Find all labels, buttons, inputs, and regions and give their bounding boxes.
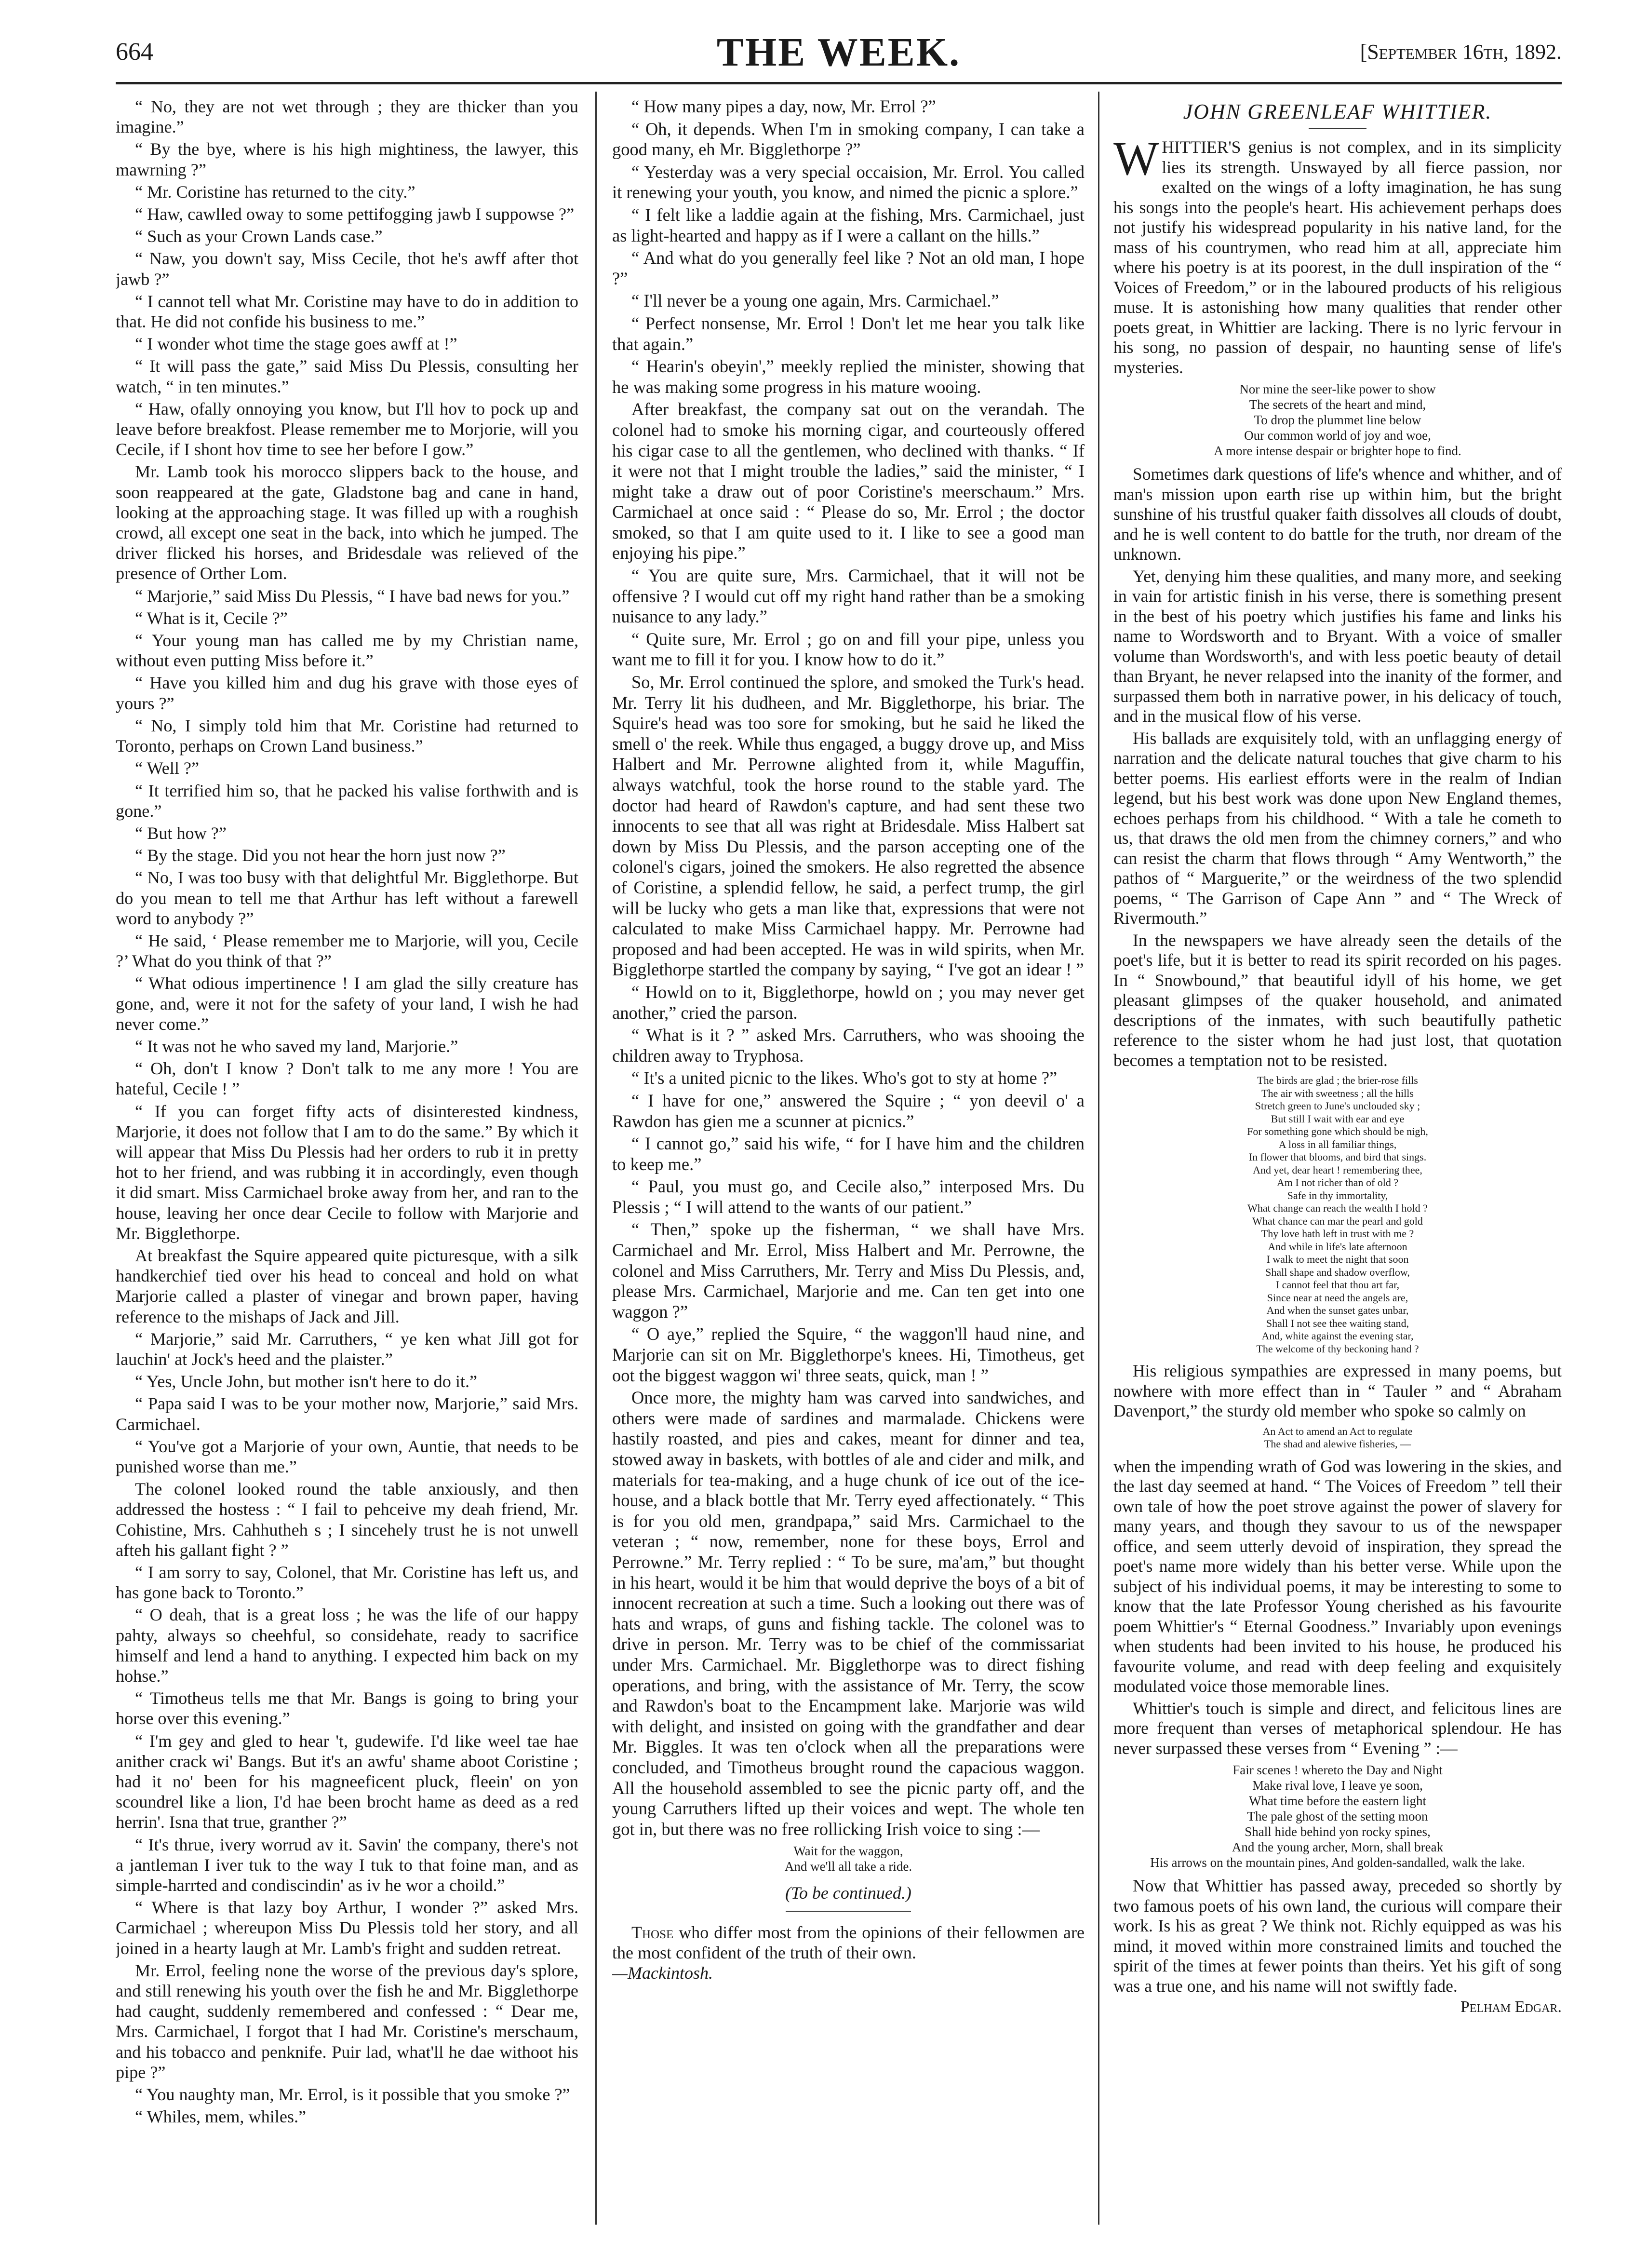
verse-line: A more intense despair or brighter hope to find. <box>1214 444 1461 458</box>
verse-line: Wait for the waggon, <box>793 1844 903 1859</box>
verse-refrain <box>612 1843 1085 1874</box>
paragraph: At breakfast the Squire appeared quite picturesque, with a silk handkerchief tied over his head to conceal and hold on what Marjorie called a plaster of vinegar and brown paper, having reference to the mishaps of Jack and Jill. <box>116 1245 578 1326</box>
verse-line: Fair scenes ! whereto the Day and Night <box>1232 1763 1443 1777</box>
verse-line: Safe in thy immortality, <box>1287 1189 1388 1202</box>
verse-line: Shall hide behind yon rocky spines, <box>1245 1824 1431 1839</box>
paragraph: “ Perfect nonsense, Mr. Errol ! Don't let me hear you talk like that again.” <box>612 313 1085 354</box>
verse-line: The pale ghost of the setting moon <box>1247 1809 1428 1823</box>
verse-line: And when the sunset gates unbar, <box>1266 1304 1409 1316</box>
verse-line: What chance can mar the pearl and gold <box>1252 1215 1423 1227</box>
paragraph: “ No, I was too busy with that delightful Mr. Bigglethorpe. But do you mean to tell me that Arthur has left without a farewell word to anybody ?” <box>116 868 578 928</box>
paragraph: “ Yesterday was a very special occaision, Mr. Errol. You called it renewing your youth, you know, and nimed the picnic a splore.” <box>612 162 1085 202</box>
verse-line: And while in life's late afternoon <box>1268 1240 1407 1253</box>
quotation-attribution: —Mackintosh. <box>612 1963 713 1983</box>
drop-cap: W <box>1113 132 1159 185</box>
verse-line: The welcome of thy beckoning hand ? <box>1256 1342 1419 1355</box>
paragraph: “ I'm gey and gled to hear 't, gudewife. I'd like weel tae hae anither crack wi' Bangs. But it's an awfu' shame aboot Coristine ; had it no' been for his magneeficent pluck, fleein' on yon scoundrel like a lion, I'd hae been brocht hame as deed as a red herrin'. Isna that true, granther ?” <box>116 1731 578 1832</box>
verse-line: The birds are glad ; the brier-rose fills <box>1257 1074 1418 1086</box>
paragraph: “ Haw, cawlled oway to some pettifogging jawb I suppowse ?” <box>135 204 575 224</box>
paragraph: “ You've got a Marjorie of your own, Auntie, that needs to be punished worse than me.” <box>116 1436 578 1476</box>
paragraph: “ It's thrue, ivery worrud av it. Savin' the company, there's not a jantleman I iver tuk to the way I tuk to that foine man, and as simple-harrted and condiscindin' as iv he wor a choild.” <box>116 1835 578 1895</box>
paragraph: “ What is it, Cecile ?” <box>135 608 288 628</box>
verse-line: To drop the plummet line below <box>1254 413 1421 427</box>
verse-line: I cannot feel that thou art far, <box>1275 1279 1400 1291</box>
column-rule <box>595 92 597 2225</box>
verse-line: For something gone which should be nigh, <box>1247 1125 1428 1137</box>
paragraph: “ He said, ‘ Please remember me to Marjorie, will you, Cecile ?’ What do you think of that ?” <box>116 931 578 971</box>
paragraph: “ How many pipes a day, now, Mr. Errol ?” <box>631 96 936 116</box>
verse-line: The air with sweetness ; all the hills <box>1261 1087 1414 1099</box>
article-title: JOHN GREENLEAF WHITTIER. <box>1183 100 1492 123</box>
paragraph: “ It will pass the gate,” said Miss Du Plessis, consulting her watch, “ in ten minutes.” <box>116 356 578 396</box>
paragraph: “ Hearin's obeyin',” meekly replied the minister, showing that he was making some progress in his mature wooing. <box>612 356 1085 397</box>
publication-title: THE WEEK. <box>716 30 961 75</box>
verse-line: And we'll all take a ride. <box>784 1859 912 1874</box>
verse-line: An Act to amend an Act to regulate <box>1262 1425 1413 1437</box>
paragraph: After breakfast, the company sat out on the verandah. The colonel had to smoke his morning cigar, and courteously offered his cigar case to all the gentlemen, who declined with thanks. “ If it were not that I might trouble the ladies,” said the minister, “ I might take a draw out of poor Coristine's meerschaum.” Mrs. Carmichael at once said : “ Please do so, Mr. Errol ; the doctor smoked, so that I am quite used to it. I like to see a good man enjoying his pipe.” <box>612 399 1085 563</box>
paragraph: Whittier's touch is simple and direct, and felicitous lines are more frequent than verses of metaphorical splendour. He has never surpassed these verses from “ Evening ” :— <box>1113 1698 1562 1758</box>
paragraph: “ Oh, it depends. When I'm in smoking company, I can take a good many, eh Mr. Bigglethorpe ?” <box>612 119 1085 160</box>
verse-line: Our common world of joy and woe, <box>1244 428 1431 443</box>
verse-quotation <box>1113 1074 1562 1355</box>
column-1 <box>116 96 578 2229</box>
paragraph: “ By the bye, where is his high mightiness, the lawyer, this mawrning ?” <box>116 139 578 179</box>
paragraph: “ No, I simply told him that Mr. Coristine had returned to Toronto, perhaps on Crown Land business.” <box>116 716 578 756</box>
header-rule <box>116 82 1562 84</box>
paragraph: Mr. Errol, feeling none the worse of the previous day's splore, and still renewing his youth over the fish he and Mr. Bigglethorpe had caught, suddenly remembered and confessed : “ Dear me, Mrs. Carmichael, I forgot that I had Mr. Coristine's merschaum, and his tobacco and penknife. Puir lad, what'll he dae withoot his pipe ?” <box>116 1960 578 2082</box>
paragraph: “ Naw, you down't say, Miss Cecile, thot he's awff after thot jawb ?” <box>116 249 578 289</box>
verse-quotation <box>1113 1425 1562 1451</box>
paragraph: “ Well ?” <box>135 758 200 778</box>
title-rule <box>1309 128 1366 129</box>
paragraph: “ O deah, that is a great loss ; he was the life of our happy pahty, always so cheehful, so considehate, ready to sacrifice himself and lend a hand to anything. I expected him back on my hohse.” <box>116 1605 578 1686</box>
verse-line: Since near at need the angels are, <box>1267 1291 1408 1304</box>
paragraph: Once more, the mighty ham was carved into sandwiches, and others were made of sardines and marmalade. Chickens were hastily roasted, and pies and cakes, meant for dinner and tea, stowed away in baskets, with bottles of ale and cider and milk, and materials for tea-making, and a huge chunk of ice out of the ice-house, and a black bottle that Mr. Terry eyed affectionately. “ This is for you old men, grandpapa,” said Mrs. Carmichael to the veteran ; “ now, remember, none for these boys, Errol and Perrowne.” Mr. Terry replied : “ To be sure, ma'am,” but thought in his heart, would it be him that would deprive the boys of a bit of innocent recreation at such a time. Such a looking out there was of hats and wraps, of guns and fishing tackle. The colonel was to drive in person. Mr. Terry was to be chief of the commissariat under Mrs. Carmichael. Mr. Bigglethorpe was to direct fishing operations, and bring, with the assistance of Mr. Terry, the scow and Rawdon's boat to the Encampment lake. Marjorie was wild with delight, and insisted on going with the grandfather and dear Mr. Biggles. It was ten o'clock when all the preparations were concluded, and Timotheus brought round the capacious waggon. All the household assembled to see the picnic party off, and the young Carruthers lifted up their voices and wept. The whole ten got in, but there was no free rollicking Irish voice to sing :— <box>612 1388 1085 1839</box>
paragraph: “ Your young man has called me by my Christian name, without even putting Miss before it.” <box>116 631 578 671</box>
paragraph: Yet, denying him these qualities, and many more, and seeking in vain for artistic finish in his verse, there is something present in the best of his poetry which justifies his fame and links his name to Wordsworth and to Bryant. With a voice of smaller volume than Wordsworth's, and with less poetic beauty of detail than Bryant, he never relapsed into the inanity of the former, and surpassed them both in narrative power, in his delicacy of touch, and in the musical flow of his verse. <box>1113 566 1562 726</box>
continued-note: (To be continued.) <box>785 1883 911 1903</box>
verse-line: What change can reach the wealth I hold ? <box>1247 1202 1428 1214</box>
paragraph: “ It's a united picnic to the likes. Who's got to sty at home ?” <box>631 1068 1058 1088</box>
verse-line: And yet, dear heart ! remembering thee, <box>1253 1163 1422 1176</box>
paragraph: when the impending wrath of God was lowering in the skies, and the last day seemed at hand. “ The Voices of Freedom ” tell their own tale of how the poet strove against the power of slavery for many years, and though they savour to us of the newspaper office, and seem utterly devoid of inspiration, they spread the poet's name more widely than his better verse. While upon the subject of his individual poems, it may be interesting to some to know that the late Professor Young cherished as his favourite poem Whittier's “ Eternal Goodness.” Invariably upon evenings when students had been invited to his house, he produced his favourite volume, and read with deep feeling and exquisitely modulated voice those memorable lines. <box>1113 1456 1562 1696</box>
paragraph: Mr. Lamb took his morocco slippers back to the house, and soon reappeared at the gate, Gladstone bag and cane in hand, looking at the approaching stage. It was filled up with a roughish crowd, all except one seat in the back, into which he jumped. The driver flicked his horses, and Bridesdale was relieved of the presence of Orther Lom. <box>116 462 578 583</box>
paragraph: “ Oh, don't I know ? Don't talk to me any more ! You are hateful, Cecile ! ” <box>116 1059 578 1099</box>
paragraph: “ I wonder whot time the stage goes awff at !” <box>135 334 457 354</box>
paragraph: “ Quite sure, Mr. Errol ; go on and fill your pipe, unless you want me to fill it for you. I know how to do it.” <box>612 629 1085 670</box>
paragraph: “ I cannot go,” said his wife, “ for I have him and the children to keep me.” <box>612 1134 1085 1174</box>
verse-line: But still I wait with ear and eye <box>1271 1112 1405 1125</box>
verse-line: Stretch green to June's unclouded sky ; <box>1255 1100 1420 1112</box>
paragraph: Now that Whittier has passed away, preceded so shortly by two famous poets of his own land, the curious will compare their work. Is his as great ? We think not. Richly equipped as was his mind, it moved within more constrained limits and touched the spirit of the times at fewer points than theirs. Yet his gift of song was a true one, and his name will not swiftly fade. <box>1113 1876 1562 1996</box>
paragraph: “ What is it ? ” asked Mrs. Carruthers, who was shooing the children away to Tryphosa. <box>612 1025 1085 1066</box>
paragraph: “ It was not he who saved my land, Marjorie.” <box>135 1036 458 1056</box>
paragraph: “ Where is that lazy boy Arthur, I wonder ?” asked Mrs. Carmichael ; whereupon Miss Du Plessis told her story, and all joined in a hearty laugh at Mr. Lamb's fright and sudden retreat. <box>116 1898 578 1958</box>
verse-quotation <box>1113 1762 1562 1870</box>
paragraph: “ It terrified him so, that he packed his valise forthwith and is gone.” <box>116 781 578 821</box>
paragraph: Sometimes dark questions of life's whence and whither, and of man's mission upon earth rise up within him, but the bright sunshine of his trustful quaker faith dissolves all clouds of doubt, and he is well content to do battle for the truth, nor dream of the unknown. <box>1113 464 1562 564</box>
paragraph: “ But how ?” <box>135 823 227 843</box>
page-header <box>116 29 1562 82</box>
verse-line: Nor mine the seer-like power to show <box>1239 382 1436 396</box>
paragraph: “ I cannot tell what Mr. Coristine may have to do in addition to that. He did not confide his business to me.” <box>116 291 578 332</box>
paragraph: “ What odious impertinence ! I am glad the silly creature has gone, and, were it not for the safety of your land, I wish he had never come.” <box>116 973 578 1034</box>
verse-line: And, white against the evening star, <box>1261 1330 1414 1342</box>
author-signature: Pelham Edgar. <box>1460 1998 1562 2016</box>
column-2 <box>612 96 1085 2229</box>
verse-line: The shad and alewive fisheries, — <box>1264 1438 1411 1450</box>
paragraph: “ I am sorry to say, Colonel, that Mr. Coristine has left us, and has gone back to Toronto.” <box>116 1563 578 1603</box>
paragraph: “ I have for one,” answered the Squire ; “ yon deevil o' a Rawdon has gien me a scunner at picnics.” <box>612 1090 1085 1131</box>
verse-line: Shall shape and shadow overflow, <box>1265 1266 1410 1278</box>
divider <box>786 1911 911 1912</box>
paragraph: “ Then,” spoke up the fisherman, “ we shall have Mrs. Carmichael and Mr. Errol, Miss Halbert and Mr. Perrowne, the colonel and Miss Carruthers, Mr. Terry and Miss Du Plessis, and, please Mrs. Carmichael, Marjorie and me. Can ten get into one waggon ?” <box>612 1219 1085 1322</box>
paragraph: “ Paul, you must go, and Cecile also,” interposed Mrs. Du Plessis ; “ I will attend to the wants of our patient.” <box>612 1176 1085 1217</box>
verse-line: I walk to meet the night that soon <box>1266 1253 1409 1265</box>
paragraph: “ I felt like a laddie again at the fishing, Mrs. Carmichael, just as light-hearted and happy as if I were a callant on the hills.” <box>612 204 1085 245</box>
quotation-text: who differ most from the opinions of their fellowmen are the most confident of the truth of their own. <box>612 1923 1085 1963</box>
verse-line: Shall I not see thee waiting stand, <box>1266 1317 1409 1329</box>
paragraph: So, Mr. Errol continued the splore, and smoked the Turk's head. Mr. Terry lit his dudheen, and Mr. Bigglethorpe, his briar. The Squire's head was too sore for smoking, but he said he liked the smell o' the reek. While thus engaged, a buggy drove up, and Miss Halbert and Mr. Perrowne alighted from it, while Maguffin, always watchful, took the horse round to the stable yard. The doctor had heard of Rawdon's capture, and had sent these two innocents to see that all was right at Bridesdale. Miss Halbert sat down by Miss Du Plessis, and the parson accepting one of the colonel's cigars, joined the smokers. He also regretted the absence of Coristine, a splendid fellow, he said, a perfect trump, the girl will be lucky who gets a man like that, expressions that were not calculated to make Miss Carmichael happy. Mr. Perrowne had proposed and had been accepted. He was in wild spirits, when Mr. Bigglethorpe startled the company by saying, “ I've got an idear ! ” <box>612 672 1085 980</box>
paragraph: “ Marjorie,” said Mr. Carruthers, “ ye ken what Jill got for lauchin' at Jock's heed and the plaister.” <box>116 1329 578 1369</box>
verse-line: And the young archer, Morn, shall break <box>1232 1840 1444 1854</box>
paragraph: “ You are quite sure, Mrs. Carmichael, that it will not be offensive ? I would cut off my right hand rather than be a smoking nuisance to any lady.” <box>612 566 1085 627</box>
paragraph: “ Papa said I was to be your mother now, Marjorie,” said Mrs. Carmichael. <box>116 1394 578 1434</box>
paragraph-text: HITTIER'S genius is not complex, and in its simplicity lies its strength. Unswayed by all fierce passion, nor exalted on the wings of a lofty imagination, he has sung his songs into the people's heart. His achievement perhaps does not justify his widespread popularity in his native land, for the mass of his countrymen, who read him at all, appreciate him where his poetry is at its poorest, in the dull inspiration of the “ Voices of Freedom,” or in the laboured products of his religious muse. It is astonishing how many qualities that render other poets great, in Whittier are lacking. There is no lyric fervour in his song, no passion of despair, no haunting sense of life's mysteries. <box>1113 137 1562 377</box>
verse-line: Make rival love, I leave ye soon, <box>1252 1778 1423 1793</box>
paragraph: “ Mr. Coristine has returned to the city.” <box>135 182 415 202</box>
paragraph <box>1113 132 1562 378</box>
verse-quotation <box>1113 381 1562 459</box>
paragraph: “ I'll never be a young one again, Mrs. Carmichael.” <box>631 291 999 311</box>
paragraph: “ O aye,” replied the Squire, “ the waggon'll haud nine, and Marjorie can sit on Mr. Bigglethorpe's knees. Hi, Timotheus, get oot the biggest waggon wi' three seats, quick, man ! ” <box>612 1324 1085 1385</box>
verse-line: A loss in all familiar things, <box>1278 1138 1397 1150</box>
paragraph: “ You naughty man, Mr. Errol, is it possible that you smoke ?” <box>135 2085 570 2105</box>
paragraph: “ Yes, Uncle John, but mother isn't here to do it.” <box>135 1372 478 1391</box>
paragraph: “ Such as your Crown Lands case.” <box>135 227 383 246</box>
paragraph: “ Marjorie,” said Miss Du Plessis, “ I have bad news for you.” <box>135 586 570 606</box>
quotation <box>612 1922 1085 1963</box>
paragraph: “ Have you killed him and dug his grave with those eyes of yours ?” <box>116 673 578 713</box>
verse-line: What time before the eastern light <box>1248 1794 1427 1808</box>
column-3 <box>1113 96 1562 2229</box>
verse-line: His arrows on the mountain pines, And golden-sandalled, walk the lake. <box>1150 1855 1525 1870</box>
paragraph: The colonel looked round the table anxiously, and then addressed the hostess : “ I fail to pehceive my deah friend, Mr. Cohistine, Mrs. Cahhutheh s ; I sincehely trust he is not unwell afteh his gallant fight ? ” <box>116 1479 578 1560</box>
issue-date: [September 16th, 1892. <box>1360 40 1562 64</box>
paragraph: “ And what do you generally feel like ? Not an old man, I hope ?” <box>612 248 1085 288</box>
quotation-lead: Those <box>631 1923 674 1943</box>
page-number: 664 <box>116 38 153 66</box>
paragraph: His religious sympathies are expressed in many poems, but nowhere with more effect than in “ Tauler ” and “ Abraham Davenport,” the sturdy old member who spoke so calmly on <box>1113 1361 1562 1420</box>
paragraph: “ By the stage. Did you not hear the horn just now ?” <box>135 846 506 865</box>
paragraph: His ballads are exquisitely told, with an unflagging energy of narration and the delicate natural touches that give charm to his better poems. His earliest efforts were in the realm of Indian legend, but his best work was done upon New England themes, echoes perhaps from his childhood. “ With a tale he cometh to us, that draws the old men from the chimney corners,” and who can resist the charm that flows through “ Amy Wentworth,” the pathos of “ Marguerite,” or the weirdness of the two splendid poems, “ The Garrison of Cape Ann ” and “ The Wreck of Rivermouth.” <box>1113 728 1562 928</box>
paragraph: “ Timotheus tells me that Mr. Bangs is going to bring your horse over this evening.” <box>116 1688 578 1728</box>
verse-line: In flower that blooms, and bird that sings. <box>1248 1151 1427 1163</box>
paragraph: “ Haw, ofally onnoying you know, but I'll hov to pock up and leave before breakfost. Please remember me to Morjorie, will you Cecile, if I shont hov time to see her before I gow.” <box>116 399 578 459</box>
paragraph: “ No, they are not wet through ; they are thicker than you imagine.” <box>116 97 578 137</box>
paragraph: In the newspapers we have already seen the details of the poet's life, but it is better to read its spirit recorded on his pages. In “ Snowbound,” that beautiful idyll of his home, we get pleasant glimpses of the quaker household, and animated descriptions of the inmates, with such beautifully pathetic reference to the sister whom he had just lost, that quotation becomes a temptation not to be resisted. <box>1113 930 1562 1070</box>
paragraph: “ Howld on to it, Bigglethorpe, howld on ; you may never get another,” cried the parson. <box>612 982 1085 1023</box>
paragraph: “ If you can forget fifty acts of disinterested kindness, Marjorie, it does not follow that I am to do the same.” By which it will appear that Miss Du Plessis had her orders to rub it in pretty hot to her friend, and was rubbing it in accordingly, even though it did smart. Miss Carmichael broke away from her, and ran to the house, leaving her once dear Cecile to follow with Marjorie and Mr. Bigglethorpe. <box>116 1101 578 1243</box>
column-rule <box>1098 92 1099 2225</box>
verse-line: The secrets of the heart and mind, <box>1249 397 1426 412</box>
verse-line: Thy love hath left in trust with me ? <box>1261 1228 1414 1240</box>
paragraph: “ Whiles, mem, whiles.” <box>135 2107 307 2127</box>
verse-line: Am I not richer than of old ? <box>1276 1176 1399 1188</box>
